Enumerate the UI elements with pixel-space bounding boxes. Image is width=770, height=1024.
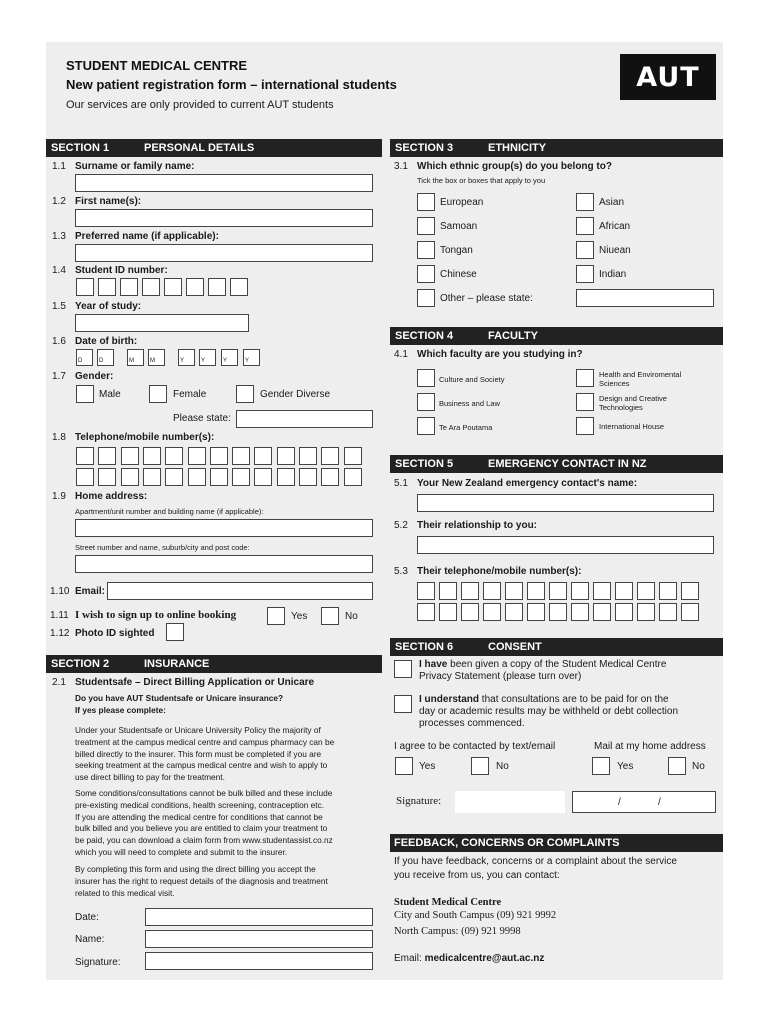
gender-state-label: Please state:	[173, 413, 231, 424]
dob-placeholder: M	[150, 358, 155, 364]
paragraph-line: Some conditions/consultations cannot be bulk billed and these include	[75, 788, 333, 798]
faculty-label: Which faculty are you studying in?	[417, 349, 583, 360]
section-2-header	[46, 655, 382, 673]
emergency-phone-digit-box[interactable]	[417, 582, 435, 600]
dob-placeholder: Y	[201, 358, 206, 364]
emergency-phone-digit-box[interactable]	[505, 603, 523, 621]
telephone-digit-box[interactable]	[344, 447, 362, 465]
question-number: 1.8	[52, 432, 66, 443]
telephone-digit-box[interactable]	[165, 468, 183, 486]
telephone-digit-box[interactable]	[232, 447, 250, 465]
emergency-phone-digit-box[interactable]	[417, 603, 435, 621]
emergency-phone-digit-box[interactable]	[659, 603, 677, 621]
emergency-phone-digit-box[interactable]	[637, 582, 655, 600]
ethnicity-option-label: African	[599, 221, 631, 232]
dob-placeholder: D	[78, 358, 83, 364]
section-1-header	[46, 139, 382, 157]
text-contact-label: I agree to be contacted by text/email	[394, 741, 556, 752]
apartment-hint: Apartment/unit number and building name (if applicable):	[75, 507, 264, 516]
paragraph-line: which you will need to complete and submit to the insurer.	[75, 847, 288, 857]
section-6-header	[390, 638, 723, 656]
section-title: EMERGENCY CONTACT IN NZ	[488, 458, 647, 470]
emergency-phone-digit-box[interactable]	[461, 582, 479, 600]
telephone-digit-box[interactable]	[299, 447, 317, 465]
ethnicity-option-label: European	[440, 197, 484, 208]
privacy-consent-text-2: Privacy Statement (please turn over)	[419, 671, 582, 682]
text-contact-yes-label: Yes	[419, 761, 436, 772]
student-id-digit-box[interactable]	[142, 278, 160, 296]
question-number: 1.12	[50, 628, 70, 639]
email-prefix: Email:	[394, 953, 425, 964]
ethnicity-checkbox[interactable]	[576, 193, 594, 211]
online-booking-label: I wish to sign up to online booking	[75, 609, 237, 621]
dob-digit-box[interactable]	[243, 349, 260, 366]
faculty-checkbox[interactable]	[576, 417, 594, 435]
telephone-digit-box[interactable]	[299, 468, 317, 486]
consent-date-field[interactable]	[572, 791, 716, 813]
student-id-digit-box[interactable]	[98, 278, 116, 296]
emergency-phone-digit-box[interactable]	[571, 582, 589, 600]
telephone-digit-box[interactable]	[143, 447, 161, 465]
home-address-label: Home address:	[75, 491, 148, 502]
feedback-text-1: If you have feedback, concerns or a complaint about the service	[394, 856, 677, 867]
paragraph-line: Under your Studentsafe or Unicare University Policy the majority of	[75, 725, 321, 735]
gender-state-field[interactable]	[236, 410, 373, 428]
student-id-digit-box[interactable]	[120, 278, 138, 296]
apartment-field[interactable]	[75, 519, 373, 537]
dob-label: Date of birth:	[75, 336, 138, 347]
paragraph-line: be paid, you can download a claim form from www.studentassist.co.nz	[75, 835, 333, 846]
emergency-phone-digit-box[interactable]	[571, 603, 589, 621]
ethnicity-option-label: Tongan	[440, 245, 473, 256]
ethnicity-checkbox[interactable]	[576, 217, 594, 235]
feedback-header: FEEDBACK, CONCERNS OR COMPLAINTS	[390, 834, 723, 852]
surname-field[interactable]	[75, 174, 373, 192]
emergency-name-field[interactable]	[417, 494, 714, 512]
student-id-digit-box[interactable]	[186, 278, 204, 296]
dob-placeholder: Y	[180, 358, 185, 364]
telephone-digit-box[interactable]	[98, 447, 116, 465]
gender-female-label: Female	[173, 389, 207, 400]
section-number: SECTION 3	[395, 142, 454, 154]
emergency-phone-digit-box[interactable]	[549, 582, 567, 600]
student-id-label: Student ID number:	[75, 265, 168, 276]
telephone-digit-box[interactable]	[232, 468, 250, 486]
year-of-study-label: Year of study:	[75, 301, 142, 312]
aut-logo: AUT	[620, 54, 716, 100]
telephone-digit-box[interactable]	[165, 447, 183, 465]
emergency-name-label: Your New Zealand emergency contact's name:	[417, 478, 638, 489]
email-field[interactable]	[107, 582, 373, 600]
faculty-option-label: Technologies	[599, 403, 643, 412]
dob-digit-box[interactable]	[76, 349, 93, 366]
section-3-header	[390, 139, 723, 157]
telephone-digit-box[interactable]	[277, 447, 295, 465]
section-title: FACULTY	[488, 330, 538, 342]
question-number: 1.4	[52, 265, 66, 276]
online-booking-yes-checkbox[interactable]	[267, 607, 285, 625]
gender-female-checkbox[interactable]	[149, 385, 167, 403]
ethnicity-checkbox[interactable]	[417, 265, 435, 283]
name-field[interactable]	[145, 930, 373, 948]
paragraph-line: If you are attending the medical centre for conditions that cannot be	[75, 811, 323, 822]
question-number: 5.2	[394, 520, 408, 531]
dob-digit-box[interactable]	[148, 349, 165, 366]
telephone-digit-box[interactable]	[188, 468, 206, 486]
question-number: 5.1	[394, 478, 408, 489]
mail-contact-yes-checkbox[interactable]	[592, 757, 610, 775]
date-separator: /	[618, 797, 621, 808]
paragraph-line: use direct billing to pay for the treatment.	[75, 772, 225, 783]
question-number: 2.1	[52, 677, 66, 688]
insurance-instruction: If yes please complete:	[75, 705, 166, 715]
telephone-digit-box[interactable]	[321, 468, 339, 486]
gender-male-checkbox[interactable]	[76, 385, 94, 403]
faculty-option-label: Te Ara Poutama	[439, 423, 493, 432]
signature-field[interactable]	[145, 952, 373, 970]
mail-contact-yes-label: Yes	[617, 761, 634, 772]
consent-signature-field[interactable]	[455, 791, 565, 813]
student-id-digit-box[interactable]	[208, 278, 226, 296]
feedback-text-2: you receive from us, you can contact:	[394, 870, 560, 881]
paragraph-line: seeking treatment at the campus medical centre and wish to apply to	[75, 760, 328, 771]
question-number: 1.3	[52, 231, 66, 242]
dob-placeholder: M	[129, 358, 134, 364]
ethnicity-checkbox[interactable]	[417, 289, 435, 307]
telephone-digit-box[interactable]	[254, 447, 272, 465]
telephone-digit-box[interactable]	[121, 447, 139, 465]
telephone-digit-box[interactable]	[210, 447, 228, 465]
question-number: 1.5	[52, 301, 66, 312]
gender-male-label: Male	[99, 389, 121, 400]
emergency-phone-digit-box[interactable]	[527, 582, 545, 600]
dob-digit-box[interactable]	[221, 349, 238, 366]
section-number: SECTION 5	[395, 458, 454, 470]
street-hint: Street number and name, suburb/city and post code:	[75, 543, 250, 552]
privacy-consent-text: been given a copy of the Student Medical Centre	[447, 659, 667, 670]
dob-digit-box[interactable]	[178, 349, 195, 366]
ethnicity-option-label: Samoan	[440, 221, 478, 232]
telephone-digit-box[interactable]	[277, 468, 295, 486]
emergency-phone-digit-box[interactable]	[527, 603, 545, 621]
ethnicity-option-label: Niuean	[599, 245, 631, 256]
emergency-phone-digit-box[interactable]	[439, 582, 457, 600]
north-campus-phone: North Campus: (09) 921 9998	[394, 926, 521, 937]
preferred-name-label: Preferred name (if applicable):	[75, 231, 219, 242]
question-number: 1.7	[52, 371, 66, 382]
contact-org: Student Medical Centre	[394, 897, 502, 908]
gender-label: Gender:	[75, 371, 114, 382]
student-id-digit-box[interactable]	[164, 278, 182, 296]
photo-id-checkbox[interactable]	[166, 623, 184, 641]
privacy-consent-bold: I have	[419, 659, 448, 670]
faculty-option-label: Culture and Society	[439, 375, 505, 384]
ethnicity-option-label: Other – please state:	[440, 293, 533, 304]
mail-contact-no-checkbox[interactable]	[668, 757, 686, 775]
student-id-digit-box[interactable]	[230, 278, 248, 296]
text-contact-yes-checkbox[interactable]	[395, 757, 413, 775]
paragraph-line: bulk billed and you believe you are entitled to claim your treatment to	[75, 823, 328, 834]
ethnicity-checkbox[interactable]	[417, 241, 435, 259]
faculty-option-label: Health and Enviromental	[599, 370, 682, 379]
emergency-phone-digit-box[interactable]	[637, 603, 655, 621]
telephone-digit-box[interactable]	[76, 447, 94, 465]
paragraph-line: billed directly to the insurer. This form must be completed if you are	[75, 748, 322, 759]
studentsafe-label: Studentsafe – Direct Billing Application or Unicare	[75, 677, 315, 688]
text-contact-no-label: No	[496, 761, 509, 772]
ethnicity-label: Which ethnic group(s) do you belong to?	[417, 161, 612, 172]
telephone-digit-box[interactable]	[121, 468, 139, 486]
telephone-digit-box[interactable]	[321, 447, 339, 465]
emergency-phone-digit-box[interactable]	[461, 603, 479, 621]
ethnicity-checkbox[interactable]	[576, 265, 594, 283]
paragraph-line: related to this medical visit.	[75, 887, 175, 898]
first-name-field[interactable]	[75, 209, 373, 227]
question-number: 1.2	[52, 196, 66, 207]
first-name-label: First name(s):	[75, 196, 142, 207]
section-number: SECTION 6	[395, 641, 454, 653]
question-number: 1.9	[52, 491, 66, 502]
telephone-digit-box[interactable]	[344, 468, 362, 486]
emergency-phone-digit-box[interactable]	[681, 603, 699, 621]
online-booking-no-label: No	[345, 611, 358, 622]
section-title: PERSONAL DETAILS	[144, 142, 255, 154]
form-title: STUDENT MEDICAL CENTRE	[66, 58, 248, 73]
form-subtitle: New patient registration form – international students	[66, 77, 397, 92]
emergency-phone-digit-box[interactable]	[681, 582, 699, 600]
consent-signature-label: Signature:	[396, 795, 442, 807]
section-5-header	[390, 455, 723, 473]
date-separator: /	[658, 797, 661, 808]
dob-digit-box[interactable]	[199, 349, 216, 366]
section-title: CONSENT	[488, 641, 542, 653]
dob-digit-box[interactable]	[97, 349, 114, 366]
name-label: Name:	[75, 934, 105, 945]
telephone-digit-box[interactable]	[76, 468, 94, 486]
faculty-checkbox[interactable]	[417, 369, 435, 387]
year-of-study-field[interactable]	[75, 314, 249, 332]
faculty-checkbox[interactable]	[417, 417, 435, 435]
faculty-checkbox[interactable]	[576, 393, 594, 411]
relationship-label: Their relationship to you:	[417, 520, 538, 531]
faculty-option-label: Business and Law	[439, 399, 500, 408]
city-campus-phone: City and South Campus (09) 921 9992	[394, 910, 557, 921]
student-id-digit-box[interactable]	[76, 278, 94, 296]
telephone-label: Telephone/mobile number(s):	[75, 432, 215, 443]
emergency-phone-digit-box[interactable]	[483, 582, 501, 600]
dob-placeholder: Y	[223, 358, 228, 364]
emergency-phone-digit-box[interactable]	[615, 582, 633, 600]
paragraph-line: pre-existing medical conditions, health screening, contraception etc.	[75, 799, 325, 810]
dob-digit-box[interactable]	[127, 349, 144, 366]
payment-consent-text-2: day or academic results may be withheld or debt collection	[419, 706, 679, 717]
ethnicity-option-label: Indian	[599, 269, 627, 280]
question-number: 3.1	[394, 161, 408, 172]
ethnicity-checkbox[interactable]	[417, 193, 435, 211]
gender-diverse-checkbox[interactable]	[236, 385, 254, 403]
date-field[interactable]	[145, 908, 373, 926]
gender-diverse-label: Gender Diverse	[260, 389, 331, 400]
faculty-option-label: International House	[599, 422, 665, 431]
ethnicity-checkbox[interactable]	[417, 217, 435, 235]
privacy-consent-checkbox[interactable]	[394, 660, 412, 678]
signature-label: Signature:	[75, 957, 121, 968]
telephone-digit-box[interactable]	[188, 447, 206, 465]
paragraph-line: By completing this form and using the direct billing you accept the	[75, 864, 316, 874]
street-field[interactable]	[75, 555, 373, 573]
question-number: 5.3	[394, 566, 408, 577]
eligibility-note: Our services are only provided to current AUT students	[66, 99, 334, 111]
telephone-digit-box[interactable]	[210, 468, 228, 486]
payment-consent-checkbox[interactable]	[394, 695, 412, 713]
faculty-checkbox[interactable]	[576, 369, 594, 387]
dob-placeholder: D	[99, 358, 104, 364]
question-number: 1.1	[52, 161, 66, 172]
online-booking-yes-label: Yes	[291, 611, 308, 622]
paragraph-line: treatment at the campus medical centre and campus pharmacy can be	[75, 736, 335, 747]
ethnicity-option-label: Chinese	[440, 269, 477, 280]
section-number: SECTION 1	[51, 142, 110, 154]
emergency-phone-digit-box[interactable]	[483, 603, 501, 621]
mail-contact-no-label: No	[692, 761, 705, 772]
telephone-digit-box[interactable]	[98, 468, 116, 486]
paragraph-line: insurer has the right to request details of the diagnosis and treatment	[75, 875, 328, 886]
emergency-phone-digit-box[interactable]	[593, 603, 611, 621]
contact-email[interactable]: medicalcentre@aut.ac.nz	[424, 953, 545, 964]
section-title: ETHNICITY	[488, 142, 547, 154]
telephone-digit-box[interactable]	[254, 468, 272, 486]
surname-label: Surname or family name:	[75, 161, 195, 172]
payment-consent-text-3: processes commenced.	[419, 718, 525, 729]
faculty-checkbox[interactable]	[417, 393, 435, 411]
ethnicity-hint: Tick the box or boxes that apply to you	[417, 176, 546, 185]
emergency-phone-label: Their telephone/mobile number(s):	[417, 566, 582, 577]
ethnicity-other-field[interactable]	[576, 289, 714, 307]
ethnicity-option-label: Asian	[599, 197, 625, 208]
date-label: Date:	[75, 912, 99, 923]
question-number: 1.6	[52, 336, 66, 347]
email-label: Email:	[75, 586, 106, 597]
section-title: INSURANCE	[144, 658, 210, 670]
section-4-header	[390, 327, 723, 345]
mail-contact-label: Mail at my home address	[594, 741, 706, 752]
question-number: 4.1	[394, 349, 408, 360]
emergency-phone-digit-box[interactable]	[659, 582, 677, 600]
ethnicity-checkbox[interactable]	[576, 241, 594, 259]
payment-consent-text: that consultations are to be paid for on the	[479, 694, 669, 705]
emergency-phone-digit-box[interactable]	[549, 603, 567, 621]
question-number: 1.10	[50, 586, 70, 597]
preferred-name-field[interactable]	[75, 244, 373, 262]
photo-id-label: Photo ID sighted	[75, 628, 155, 639]
relationship-field[interactable]	[417, 536, 714, 554]
emergency-phone-digit-box[interactable]	[615, 603, 633, 621]
telephone-digit-box[interactable]	[143, 468, 161, 486]
faculty-option-label: Sciences	[599, 379, 630, 388]
question-number: 1.11	[50, 610, 69, 621]
payment-consent-bold: I understand	[419, 694, 480, 705]
faculty-option-label: Design and Creative	[599, 394, 667, 403]
emergency-phone-digit-box[interactable]	[505, 582, 523, 600]
section-number: SECTION 2	[51, 658, 110, 670]
insurance-question: Do you have AUT Studentsafe or Unicare insurance?	[75, 693, 284, 703]
emergency-phone-digit-box[interactable]	[439, 603, 457, 621]
online-booking-no-checkbox[interactable]	[321, 607, 339, 625]
dob-placeholder: Y	[245, 358, 250, 364]
section-number: SECTION 4	[395, 330, 454, 342]
text-contact-no-checkbox[interactable]	[471, 757, 489, 775]
emergency-phone-digit-box[interactable]	[593, 582, 611, 600]
